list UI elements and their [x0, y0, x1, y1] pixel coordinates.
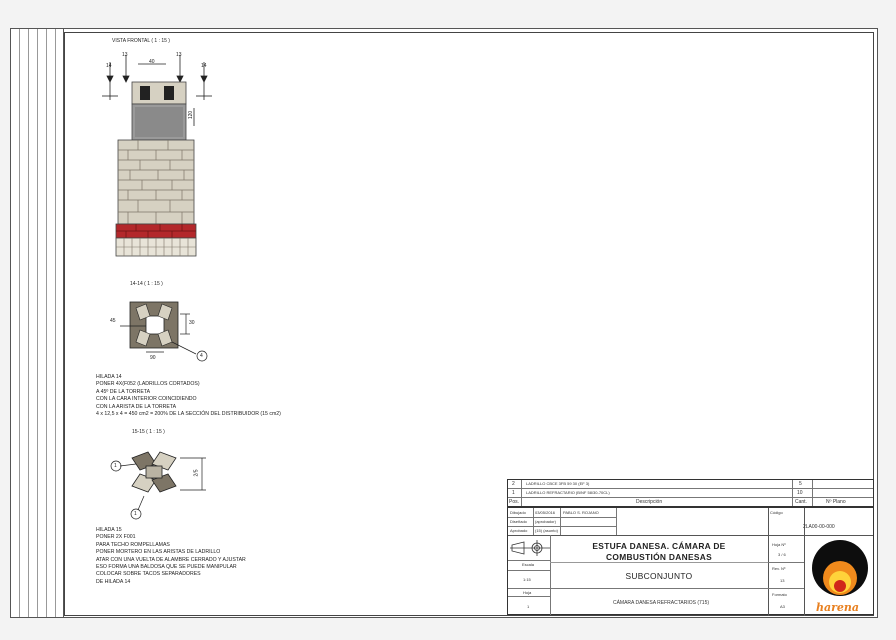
front-view-title: VISTA FRONTAL ( 1 : 15 ) — [112, 38, 170, 44]
parts-header-qty: Cant. — [795, 499, 807, 505]
note-line: ATAR CON UNA VUELTA DE ALAMBRE CERRADO Y AJUSTAR — [96, 556, 246, 563]
tb-row-date: (aprobador) — [535, 519, 556, 524]
section-14-dim-45: 45 — [110, 318, 116, 324]
tb-title-line1: ESTUFA DANESA. CÁMARA DE — [592, 541, 726, 551]
section-15-dim: 2/5 — [193, 469, 200, 477]
front-dim-120: 120 — [188, 110, 195, 120]
tb-description: CÁMARA DANESA REFRACTARIOS (715) — [612, 600, 710, 606]
note-line: PONER MORTERO EN LAS ARISTAS DE LADRILLO — [96, 549, 221, 556]
parts-row-item: 2 — [512, 481, 515, 487]
parts-list — [507, 479, 874, 507]
tb-row-label: Diseñado — [510, 519, 527, 524]
tb-cell-label: Rev. Nº — [772, 566, 786, 571]
tb-cell-label: Formato — [772, 592, 787, 597]
note-line: ESO FORMA UNA BALDOSA QUE SE PUEDE MANIPULAR — [96, 564, 237, 571]
parts-header-item: Pos. — [509, 499, 520, 505]
tb-row-label: Dibujado — [510, 510, 526, 515]
tb-scale-label: Escala — [522, 562, 535, 567]
tb-drawing-number: 2LA00-00-000 — [803, 524, 835, 530]
note-line: PONER 4X(F052 (LADRILLOS CORTADOS) — [96, 381, 200, 388]
section-15-callout-a: 1 — [114, 463, 117, 469]
note-line: HILADA 15 — [96, 527, 122, 533]
section-15-title: 15-15 ( 1 : 15 ) — [132, 429, 165, 435]
section-14-callout: 4 — [200, 353, 203, 359]
parts-row-item: 1 — [512, 490, 515, 496]
tb-cell-label: Hoja Nº — [772, 542, 786, 547]
tb-scale-value: 1:15 — [523, 577, 531, 582]
front-dim-13-right: 13 — [176, 52, 182, 58]
tb-row-date: (15) (asunto) — [535, 528, 558, 533]
section-14-dim-30: 30 — [189, 320, 195, 326]
parts-row-desc: LADRILLO REFRACTARIO (B/NF 58/30-70CL) — [526, 490, 610, 495]
section-15-callout-b: 1 — [134, 511, 137, 517]
tb-subtitle: SUBCONJUNTO — [625, 571, 693, 581]
harena-logo-text: harena — [816, 601, 860, 614]
front-dim-40: 40 — [149, 59, 155, 65]
front-dim-14-left: 14 — [106, 63, 112, 69]
section-14-title: 14-14 ( 1 : 15 ) — [130, 281, 163, 287]
parts-row-desc: LADRILLO CBCE 3FB 59 30 (EF 3) — [526, 481, 590, 486]
note-line: HILADA 14 — [96, 374, 122, 380]
tb-sheet-value: 1 — [527, 604, 530, 609]
tb-row-name: PABLO S. ROJANO — [563, 510, 599, 515]
tb-sheet-label: Hoja — [523, 590, 532, 595]
note-line: PARA TECHO ROMPELLAMAS — [96, 541, 170, 548]
tb-cell-value: A3 — [780, 604, 785, 609]
tb-code-label: Código — [770, 510, 783, 515]
parts-header-desc: Descripción — [636, 499, 663, 505]
tb-row-label: Aprobado — [510, 528, 528, 533]
note-line: COLOCAR SOBRE TACOS SEPARADORES — [96, 571, 201, 578]
tb-title-line2: COMBUSTIÓN DANESAS — [606, 552, 712, 562]
front-dim-13-left: 13 — [122, 52, 128, 58]
projection-symbol — [510, 538, 550, 560]
tb-cell-value: 13 — [780, 578, 785, 583]
tb-row-date: 03/05/2016 — [535, 510, 556, 515]
parts-row-qty: 10 — [797, 490, 803, 496]
parts-header-plane: Nº Plano — [826, 499, 846, 505]
note-hilada-15 — [96, 527, 246, 586]
section-14-dim-90: 90 — [150, 355, 156, 361]
parts-row-qty: 5 — [799, 481, 802, 487]
note-line: CON LA ARISTA DE LA TORRETA — [96, 403, 177, 410]
note-line: A 45º DE LA TORRETA — [96, 388, 151, 395]
note-line: CON LA CARA INTERIOR COINCIDIENDO — [96, 396, 197, 403]
note-line: 4 x 12,5 x 4 = 450 cm2 = 200% DE LA SECCIÓN DEL DISTRIBUIDOR (15 cm2) — [96, 411, 281, 418]
title-block — [507, 507, 874, 615]
tb-cell-value: 3 / 6 — [778, 552, 786, 557]
note-line: DE HILADA 14 — [96, 578, 131, 585]
front-dim-14-right: 14 — [201, 63, 207, 69]
note-line: PONER 2X F001 — [96, 534, 136, 541]
